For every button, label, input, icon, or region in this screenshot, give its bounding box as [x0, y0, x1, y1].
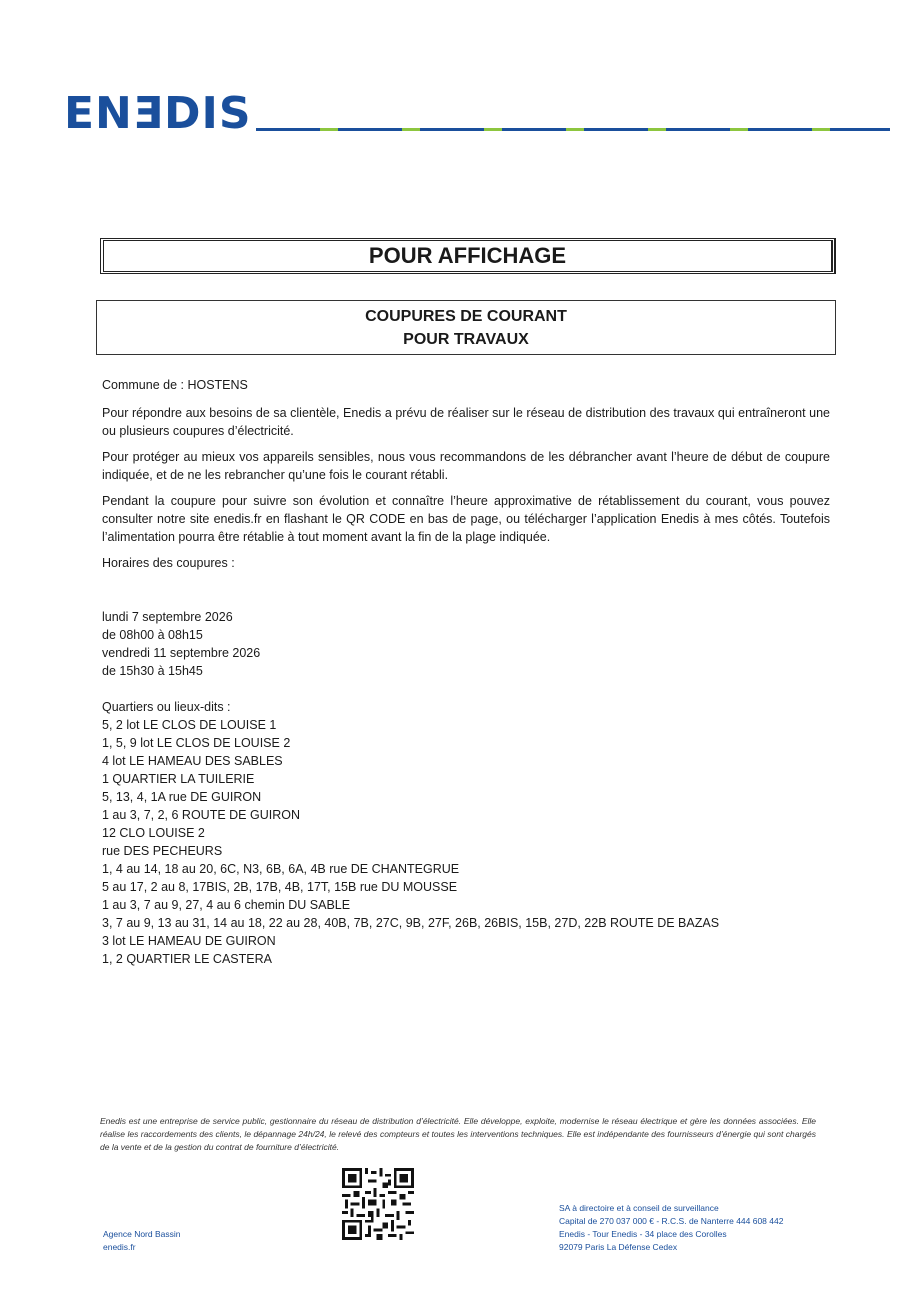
company-line: Capital de 270 037 000 € - R.C.S. de Nanterre 444 608 442	[559, 1216, 784, 1226]
banner-title: POUR AFFICHAGE	[368, 243, 567, 268]
quarters-label: Quartiers ou lieux-dits :	[102, 700, 231, 714]
notice-subtitle-box	[96, 300, 836, 355]
notice-banner	[100, 238, 836, 274]
quarter-item: 3, 7 au 9, 13 au 31, 14 au 18, 22 au 28, 40B, 7B, 27C, 9B, 27F, 26B, 26BIS, 15B, 27D, 22B ROUTE DE BAZAS	[102, 916, 720, 930]
quarter-item: 5 au 17, 2 au 8, 17BIS, 2B, 17B, 4B, 17T, 15B rue DU MOUSSE	[102, 880, 458, 894]
schedule-line: de 08h00 à 08h15	[102, 628, 203, 642]
quarter-item: 1, 2 QUARTIER LE CASTERA	[102, 952, 272, 966]
quarter-item: 3 lot LE HAMEAU DE GUIRON	[102, 934, 276, 948]
commune-line: Commune de : HOSTENS	[102, 378, 248, 392]
enedis-logo: ENƎDIS	[64, 88, 252, 139]
agency-name: Agence Nord Bassin	[103, 1229, 181, 1239]
quarter-item: 12 CLO LOUISE 2	[102, 826, 205, 840]
paragraph-protection: Pour protéger au mieux vos appareils sensibles, nous vous recommandons de les débrancher avant l’heure de début de coupure indiquée, et de ne les rebrancher qu’une fois le courant rétabli.	[102, 450, 830, 482]
quarters-list	[102, 698, 830, 968]
company-info	[559, 1202, 783, 1254]
quarter-item: 1, 5, 9 lot LE CLOS DE LOUISE 2	[102, 736, 291, 750]
quarter-item: rue DES PECHEURS	[102, 844, 223, 858]
schedule-line: lundi 7 septembre 2026	[102, 610, 233, 624]
company-line: SA à directoire et à conseil de surveillance	[559, 1203, 719, 1213]
quarter-item: 1 au 3, 7, 2, 6 ROUTE DE GUIRON	[102, 808, 300, 822]
legal-notice: Enedis est une entreprise de service public, gestionnaire du réseau de distribution d’électricité. Elle développe, exploite, modernise le réseau électrique et gère les données associées. Elle réalise les raccordements des clients, le dépannage 24h/24, le relevé des compteurs et toutes les interventions techniques. Elle est indépendante des fournisseurs d’énergie qui sont chargés de la vente et de la gestion du contrat de fourniture d’électricité.	[100, 1115, 816, 1152]
header-divider	[256, 128, 890, 131]
paragraph-intro: Pour répondre aux besoins de sa clientèle, Enedis a prévu de réaliser sur le réseau de distribution des travaux qui entraîneront une ou plusieurs coupures d’électricité.	[102, 406, 830, 438]
company-line: Enedis - Tour Enedis - 34 place des Corolles	[559, 1229, 727, 1239]
quarter-item: 1 QUARTIER LA TUILERIE	[102, 772, 255, 786]
subtitle-line-2: POUR TRAVAUX	[403, 330, 529, 348]
schedule-label: Horaires des coupures :	[102, 556, 235, 570]
notice-body	[102, 376, 830, 968]
schedule-list	[102, 608, 830, 680]
schedule-line: de 15h30 à 15h45	[102, 664, 203, 678]
quarter-item: 4 lot LE HAMEAU DES SABLES	[102, 754, 283, 768]
agency-website-link[interactable]: enedis.fr	[103, 1242, 136, 1252]
quarter-item: 1 au 3, 7 au 9, 27, 4 au 6 chemin DU SABLE	[102, 898, 351, 912]
qr-code-icon[interactable]	[342, 1168, 414, 1240]
paragraph-info: Pendant la coupure pour suivre son évolution et connaître l’heure approximative de rétablissement du courant, vous pouvez consulter notre site enedis.fr en flashant le QR CODE en bas de page, ou télécharger l’application Enedis à mes côtés. Toutefois l’alimentation pourra être rétablie à tout moment avant la fin de la plage indiquée.	[102, 494, 830, 544]
quarter-item: 5, 2 lot LE CLOS DE LOUISE 1	[102, 718, 277, 732]
subtitle-line-1: COUPURES DE COURANT	[365, 307, 567, 325]
quarter-item: 5, 13, 4, 1A rue DE GUIRON	[102, 790, 262, 804]
agency-block	[103, 1228, 181, 1254]
quarter-item: 1, 4 au 14, 18 au 20, 6C, N3, 6B, 6A, 4B rue DE CHANTEGRUE	[102, 862, 460, 876]
company-line: 92079 Paris La Défense Cedex	[559, 1242, 678, 1252]
schedule-line: vendredi 11 septembre 2026	[102, 646, 261, 660]
